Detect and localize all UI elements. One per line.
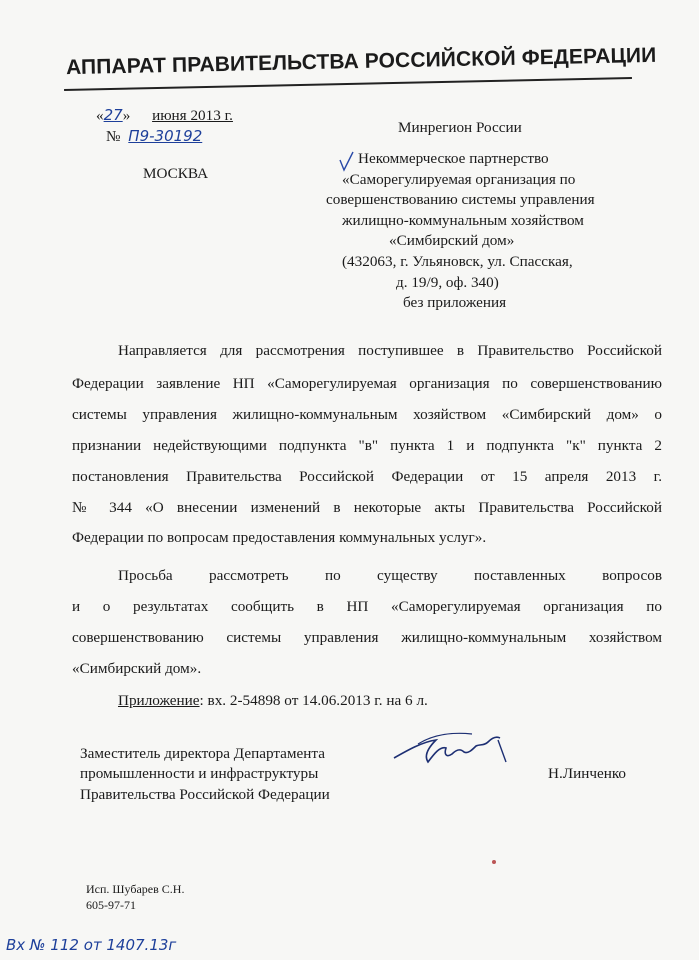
handwritten-signature bbox=[388, 720, 518, 780]
signatory-title-line: Заместитель директора Департамента bbox=[80, 745, 325, 762]
attachment-text: : вх. 2-54898 от 14.06.2013 г. на 6 л. bbox=[199, 692, 428, 709]
city: МОСКВА bbox=[143, 165, 209, 182]
paragraph-2-line: совершенствованию системы управления жилищно-коммунальным хозяйством bbox=[72, 629, 662, 646]
paragraph-1-line: системы управления жилищно-коммунальным хозяйством «Симбирский дом» о bbox=[72, 406, 662, 423]
number-prefix: № bbox=[106, 128, 121, 145]
addressee-line: Минрегион России bbox=[398, 119, 522, 136]
signatory-title-line: промышленности и инфраструктуры bbox=[80, 765, 319, 782]
paragraph-2-line: «Симбирский дом». bbox=[72, 660, 202, 677]
addressee-line: Некоммерческое партнерство bbox=[358, 150, 549, 167]
attachment-note bbox=[118, 692, 428, 710]
addressee-line: «Саморегулируемая организация по bbox=[342, 171, 576, 188]
document-date bbox=[96, 106, 233, 125]
date-day: 27 bbox=[103, 106, 123, 124]
signatory-title-line: Правительства Российской Федерации bbox=[80, 786, 330, 803]
date-open-quote: « bbox=[96, 107, 104, 124]
executor-name: Исп. Шубарев С.Н. bbox=[86, 882, 185, 896]
paragraph-1-line: Федерации заявление НП «Саморегулируемая организация по совершенствованию bbox=[72, 375, 662, 392]
paragraph-2-line: и о результатах сообщить в НП «Саморегулируемая организация по bbox=[72, 598, 662, 615]
paragraph-1-line: постановления Правительства Российской Федерации от 15 апреля 2013 г. bbox=[72, 468, 662, 485]
handwritten-registration-note: Вх № 112 от 1407.13г bbox=[6, 936, 177, 954]
number-value: П9-30192 bbox=[128, 127, 203, 145]
organization-header: АППАРАТ ПРАВИТЕЛЬСТВА РОССИЙСКОЙ ФЕДЕРАЦИИ bbox=[65, 43, 657, 80]
paragraph-1-line: Федерации по вопросам предоставления коммунальных услуг». bbox=[72, 529, 487, 546]
signatory-name: Н.Линченко bbox=[548, 765, 627, 782]
paragraph-1-line: Направляется для рассмотрения поступившее в Правительство Российской bbox=[118, 342, 662, 359]
paragraph-2-line: Просьба рассмотреть по существу поставленных вопросов bbox=[118, 567, 662, 584]
paragraph-1-line: признании недействующими подпункта "в" пункта 1 и подпункта "к" пункта 2 bbox=[72, 437, 662, 454]
addressee-line: совершенствованию системы управления bbox=[326, 191, 595, 208]
executor-phone: 605-97-71 bbox=[86, 898, 136, 912]
addressee-line: жилищно-коммунальным хозяйством bbox=[342, 212, 584, 229]
addressee-line: (432063, г. Ульяновск, ул. Спасская, bbox=[342, 253, 573, 270]
date-close-quote: » bbox=[122, 107, 131, 124]
header-divider bbox=[64, 77, 632, 91]
addressee-line: «Симбирский дом» bbox=[389, 232, 515, 249]
date-month-year: июня 2013 г. bbox=[152, 107, 233, 124]
addressee-line: д. 19/9, оф. 340) bbox=[396, 274, 499, 291]
addressee-line: без приложения bbox=[403, 294, 507, 311]
scan-dot bbox=[492, 860, 496, 864]
attachment-label: Приложение bbox=[118, 692, 200, 709]
paragraph-1-line: № 344 «О внесении изменений в некоторые акты Правительства Российской bbox=[72, 499, 662, 516]
document-number bbox=[106, 127, 202, 146]
